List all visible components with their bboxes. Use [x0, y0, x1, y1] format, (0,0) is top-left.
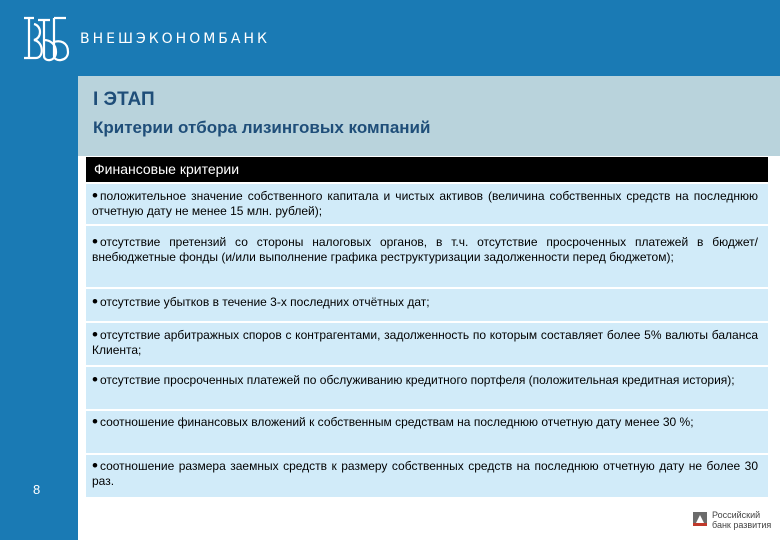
slide-subtitle: Критерии отбора лизинговых компаний [93, 118, 431, 137]
criteria-text: положительное значение собственного капитала и чистых активов (величина собственных средств на последнюю отчетную дату не менее 15 млн. рублей); [92, 189, 758, 218]
criteria-text: отсутствие претензий со стороны налоговых органов, в т.ч. отсутствие просроченных платежей в бюджет/внебюджетные фонды (и/или выполнение графика реструктуризации задолженности перед бюджетом); [92, 235, 758, 264]
bullet: • [92, 412, 98, 431]
criteria-text: отсутствие арбитражных споров с контрагентами, задолженность по которым составляет более 5% валюты баланса Клиента; [92, 328, 758, 357]
top-header-bar [0, 0, 780, 76]
left-sidebar-band [0, 76, 78, 540]
stage-title: I ЭТАП [93, 89, 155, 110]
rosbank-razvitiya-logo-icon [693, 512, 707, 526]
criteria-row [86, 367, 768, 409]
page-number: 8 [33, 482, 41, 497]
partner-logo-text [712, 510, 778, 530]
bullet: • [92, 370, 98, 389]
criteria-row [86, 323, 768, 365]
criteria-row [86, 289, 768, 321]
partner-line-2: банк развития [712, 520, 772, 530]
bullet: • [92, 456, 98, 475]
criteria-text: отсутствие убытков в течение 3-х последних отчётных дат; [99, 295, 430, 309]
partner-line-1: Российский [712, 510, 761, 520]
criteria-text: соотношение финансовых вложений к собственным средствам на последнюю отчетную дату менее 30 %; [99, 415, 694, 429]
criteria-row [86, 411, 768, 453]
criteria-row [86, 226, 768, 287]
veb-monogram-icon [20, 12, 70, 64]
criteria-table-header: Финансовые критерии [86, 157, 768, 182]
bullet: • [92, 232, 98, 251]
bullet: • [92, 292, 98, 311]
title-band [78, 76, 780, 156]
bank-name: ВНЕШЭКОНОМБАНК [80, 31, 270, 47]
criteria-text: отсутствие просроченных платежей по обслуживанию кредитного портфеля (положительная кредитная история); [99, 373, 735, 387]
criteria-row [86, 455, 768, 497]
criteria-row [86, 184, 768, 224]
criteria-text: соотношение размера заемных средств к размеру собственных средств на последнюю отчетную дату не более 30 раз. [92, 459, 758, 488]
bullet: • [92, 325, 98, 344]
bullet: • [92, 186, 98, 205]
